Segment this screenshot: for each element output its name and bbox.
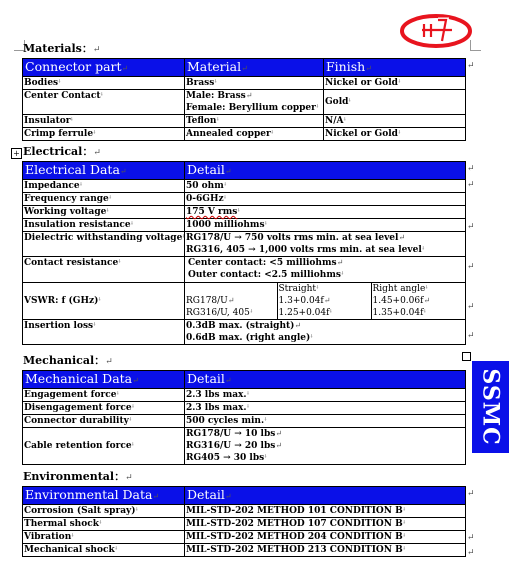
cell-label: Corrosion (Salt spray)ꜜ	[23, 505, 185, 518]
cell-value: 50 ohmꜜ	[185, 180, 466, 193]
vswr-grid	[185, 283, 466, 320]
table-row-vswr	[23, 283, 466, 320]
row-end-mark: ↵	[467, 180, 475, 190]
cell-label: Impedanceꜜ	[23, 180, 185, 193]
cell-part: Center Contactꜜ	[23, 90, 185, 115]
header-detail: Detail↵	[185, 371, 466, 389]
cell-value: RG178/U → 750 volts rms min. at sea level↵ RG316, 405 → 1,000 volts rms min. at sea levelꜜ	[185, 232, 466, 257]
header-material: Material↵	[185, 59, 324, 77]
cell-material: Male: Brass↵ Female: Beryllium copperꜜ	[185, 90, 324, 115]
table-row	[23, 320, 466, 345]
cell-finish: Nickel or Goldꜜ	[324, 77, 466, 90]
table-move-handle-icon[interactable]: +	[11, 148, 22, 159]
cell-finish: Goldꜜ	[324, 90, 466, 115]
electrical-header-row	[23, 162, 466, 180]
table-row	[23, 180, 466, 193]
vswr-subtable	[185, 283, 466, 319]
crop-mark-top-right	[470, 40, 481, 51]
cell-label: Vibrationꜜ	[23, 531, 185, 544]
cell-value: MIL-STD-202 METHOD 107 CONDITION Bꜜ	[185, 518, 466, 531]
row-end-mark: ↵	[467, 302, 475, 312]
row-end-mark: ↵	[467, 222, 475, 232]
cell-part: Bodiesꜜ	[23, 77, 185, 90]
materials-header-row	[23, 59, 466, 77]
cell-label: Dielectric withstanding voltageꜜ	[23, 232, 185, 257]
cell-value: 0.3dB max. (straight)↵ 0.6dB max. (right angle)ꜜ	[185, 320, 466, 345]
environmental-table	[22, 486, 466, 557]
cell-label: Insertion lossꜜ	[23, 320, 185, 345]
cell-value: MIL-STD-202 METHOD 204 CONDITION Bꜜ	[185, 531, 466, 544]
cell-value: 500 cycles min.ꜜ	[185, 415, 466, 428]
cell-part: Insulatorꜜ	[23, 115, 185, 128]
cell-label: Working voltageꜜ	[23, 206, 185, 219]
environmental-header-row	[23, 487, 466, 505]
table-row	[23, 77, 466, 90]
cell-material: Annealed copperꜜ	[185, 128, 324, 141]
header-electrical-data: Electrical Data↵	[23, 162, 185, 180]
section-title-mechanical: Mechanical：↵	[23, 354, 113, 367]
table-row	[23, 544, 466, 557]
cell-value: Center contact: <5 milliohms↵ Outer contact: <2.5 milliohmsꜜ	[185, 257, 466, 283]
table-row	[23, 90, 466, 115]
vswr-cable: RG178/U↵	[186, 296, 235, 306]
vswr-right-value: 1.45+0.06f↵	[371, 295, 466, 307]
cell-label: VSWR: f (GHz)ꜜ	[23, 283, 185, 320]
vswr-straight-value: 1.25+0.04fꜜ	[277, 307, 371, 319]
ssmc-side-tab: SSMC	[472, 361, 509, 453]
cell-part: Crimp ferruleꜜ	[23, 128, 185, 141]
table-row	[185, 307, 466, 319]
company-logo	[400, 10, 472, 50]
cell-value: 2.3 lbs max.ꜜ	[185, 402, 466, 415]
cell-finish: N/Aꜜ	[324, 115, 466, 128]
vswr-col-straight: Straightꜜ	[277, 283, 371, 295]
table-row	[23, 193, 466, 206]
table-row	[23, 505, 466, 518]
header-detail: Detail↵	[185, 487, 466, 505]
header-environmental-data: Environmental Data↵	[23, 487, 185, 505]
vswr-corner	[185, 283, 277, 295]
header-connector-part: Connector part↵	[23, 59, 185, 77]
row-end-mark: ↵	[467, 61, 475, 71]
section-title-electrical: Electrical：↵	[23, 145, 101, 158]
cell-value: 0-6GHzꜜ	[185, 193, 466, 206]
mechanical-header-row	[23, 371, 466, 389]
resize-handle[interactable]	[462, 352, 471, 361]
header-mechanical-data: Mechanical Data↵	[23, 371, 185, 389]
materials-table	[22, 58, 466, 141]
table-row	[23, 415, 466, 428]
row-end-mark: ↵	[467, 262, 475, 272]
row-end-mark: ↵	[467, 331, 475, 341]
row-end-mark: ↵	[467, 489, 475, 499]
cell-label: Contact resistanceꜜ	[23, 257, 185, 283]
cell-label: Engagement forceꜜ	[23, 389, 185, 402]
header-detail: Detail↵	[185, 162, 466, 180]
table-row	[23, 531, 466, 544]
mechanical-table	[22, 370, 466, 465]
cell-material: Brassꜜ	[185, 77, 324, 90]
cell-label: Cable retention forceꜜ	[23, 428, 185, 465]
vswr-right-value: 1.35+0.04fꜜ	[371, 307, 466, 319]
table-row	[23, 402, 466, 415]
row-end-mark: ↵	[467, 548, 475, 558]
row-end-mark: ↵	[467, 533, 475, 543]
cell-value: MIL-STD-202 METHOD 101 CONDITION Bꜜ	[185, 505, 466, 518]
table-row	[23, 128, 466, 141]
cell-label: Frequency rangeꜜ	[23, 193, 185, 206]
row-end-mark: ↵	[467, 164, 475, 174]
cell-label: Connector durabilityꜜ	[23, 415, 185, 428]
vswr-col-right-angle: Right angleꜜ	[371, 283, 466, 295]
cell-finish: Nickel or Goldꜜ	[324, 128, 466, 141]
cell-value: MIL-STD-202 METHOD 213 CONDITION Bꜜ	[185, 544, 466, 557]
cell-label: Disengagement forceꜜ	[23, 402, 185, 415]
cell-label: Insulation resistanceꜜ	[23, 219, 185, 232]
section-title-environmental: Environmental：↵	[23, 470, 133, 483]
table-row	[23, 389, 466, 402]
table-row	[23, 206, 466, 219]
vswr-straight-value: 1.3+0.04f↵	[277, 295, 371, 307]
table-row	[23, 257, 466, 283]
electrical-table	[22, 161, 466, 345]
vswr-cable: RG316/U, 405ꜜ	[186, 308, 253, 318]
cell-material: Teflonꜜ	[185, 115, 324, 128]
cell-value: RG178/U → 10 lbs↵ RG316/U → 20 lbs↵ RG405 → 30 lbsꜜ	[185, 428, 466, 465]
section-title-materials: Materials：↵	[23, 42, 101, 55]
cell-value: 2.3 lbs max.ꜜ	[185, 389, 466, 402]
cell-value: 175 V rmsꜜ	[185, 206, 466, 219]
table-row	[23, 115, 466, 128]
table-row	[23, 518, 466, 531]
table-row	[23, 232, 466, 257]
table-row	[23, 219, 466, 232]
cell-value: 1000 milliohmsꜜ	[185, 219, 466, 232]
cell-label: Thermal shockꜜ	[23, 518, 185, 531]
vswr-header-row	[185, 283, 466, 295]
table-row	[185, 295, 466, 307]
header-finish: Finish↵	[324, 59, 466, 77]
table-row	[23, 428, 466, 465]
cell-label: Mechanical shockꜜ	[23, 544, 185, 557]
